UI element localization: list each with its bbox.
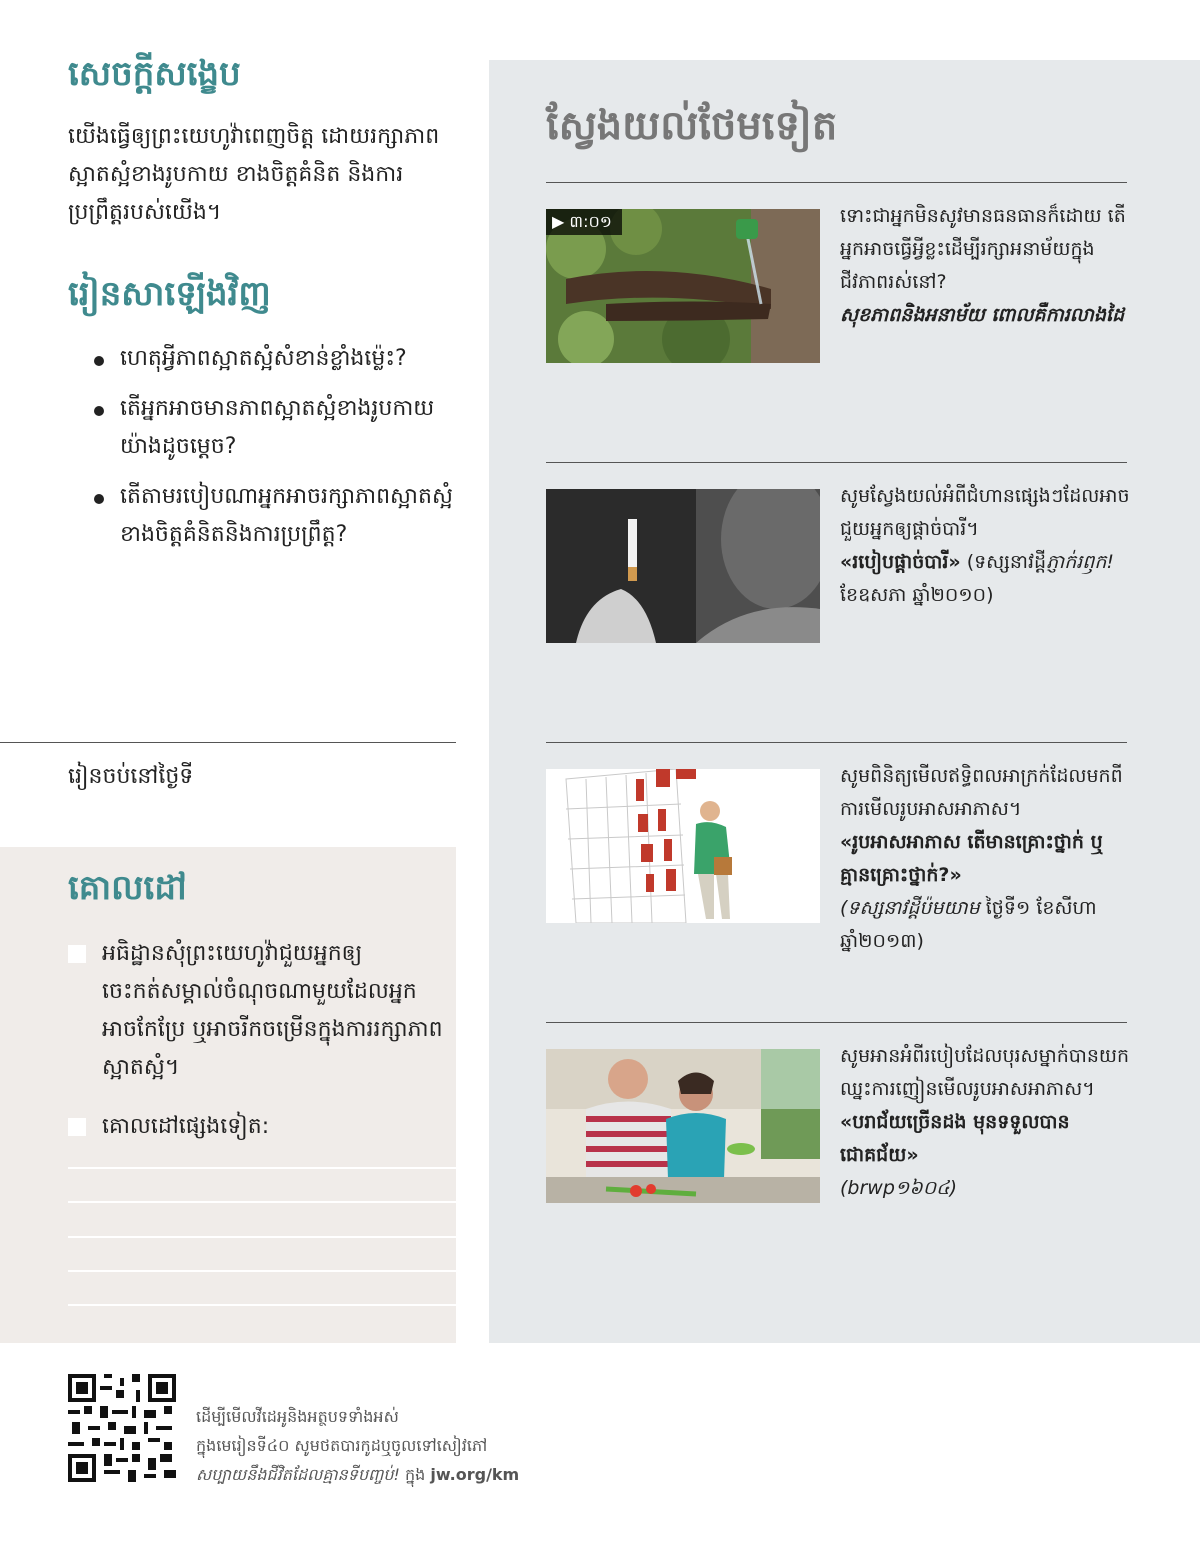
review-list bbox=[68, 340, 458, 566]
finish-date-label: រៀនចប់នៅថ្ងៃទី bbox=[68, 764, 194, 789]
write-in-line[interactable] bbox=[68, 1304, 456, 1306]
review-item: តើតាមរបៀបណាអ្នកអាចរក្សាភាពស្អាតស្អំខាងចិត្តគំនិតនិងការប្រព្រឹត្ត? bbox=[68, 478, 458, 554]
explore-item-citation: (brwp១៦០៤) bbox=[840, 1177, 958, 1199]
review-heading: រៀនសាឡើងវិញ bbox=[68, 274, 271, 314]
goal-item-text: គោលដៅផ្សេងទៀត: bbox=[102, 1114, 270, 1139]
review-item: ហេតុអ្វីភាពស្អាតស្អំសំខាន់ខ្លាំងម្ល៉េះ? bbox=[68, 340, 458, 378]
goal-item-text: អធិដ្ឋានសុំព្រះយេហូវ៉ាជួយអ្នកឲ្យចេះកត់សម្គាល់ចំណុចណាមួយដែលអ្នកអាចកែប្រែ ឬអាចរីកចម្រើនក្នុងការរក្សាភាពស្អាតស្អំ។ bbox=[102, 941, 443, 1080]
goal-box bbox=[0, 847, 456, 1343]
source-date: ខែឧសភា ឆ្នាំ២០១០) bbox=[840, 584, 994, 606]
hand-washing-video-thumbnail[interactable] bbox=[546, 209, 820, 363]
book-title: សប្បាយនឹងជីវិតដែលគ្មានទីបញ្ចប់! bbox=[196, 1465, 400, 1484]
video-duration-badge: ▶ ៣:០១ bbox=[546, 209, 622, 235]
explore-item-title[interactable]: សុខភាពនិងអនាម័យ ពោលគឺការលាងដៃ bbox=[840, 304, 1125, 326]
goal-checkbox[interactable] bbox=[68, 945, 86, 963]
source-publication: (ទស្សនាវដ្ដីប៉មយាម bbox=[840, 897, 980, 919]
explore-heading: ស្វែងយល់ថែមទៀត bbox=[546, 103, 838, 149]
explore-item-description: សូមពិនិត្យមើលឥទ្ធិពលអាក្រក់ដែលមកពីការមើលរូបអាសអាភាស។ bbox=[840, 765, 1123, 820]
explore-item-description: ទោះជាអ្នកមិនសូវមានធនធានក៏ដោយ តើអ្នកអាចធ្វើអ្វីខ្លះដើម្បីរក្សាអនាម័យក្នុងជីវភាពរស់នៅ? bbox=[840, 205, 1126, 293]
footer-line bbox=[196, 1460, 576, 1489]
explore-item-text bbox=[840, 200, 1130, 332]
write-in-line[interactable] bbox=[68, 1270, 456, 1272]
goal-checkbox[interactable] bbox=[68, 1118, 86, 1136]
write-in-line[interactable] bbox=[68, 1201, 456, 1203]
explore-item-title[interactable]: «រូបអាសអាភាស តើមានគ្រោះថ្នាក់ ឬគ្មានគ្រោះថ្នាក់?» bbox=[840, 831, 1103, 886]
explore-item-description: សូមអានអំពីរបៀបដែលបុរសម្នាក់បានយកឈ្នះការញៀនមើលរូបអាសអាភាស។ bbox=[840, 1045, 1130, 1100]
footer-line: ក្នុងមេរៀនទី៤០ សូមថតបារកូដឬចូលទៅសៀវភៅ bbox=[196, 1436, 488, 1455]
qr-code[interactable] bbox=[68, 1374, 176, 1482]
explore-item-text bbox=[840, 480, 1130, 612]
couple-cooking-thumbnail[interactable] bbox=[546, 1049, 820, 1203]
man-with-cigarette-thumbnail[interactable] bbox=[546, 489, 820, 643]
goal-item bbox=[68, 935, 462, 1087]
explore-item-title[interactable]: «របៀបផ្ដាច់បារី» bbox=[840, 551, 961, 573]
footer-url-link[interactable]: jw.org/km bbox=[430, 1465, 520, 1484]
footer-text bbox=[196, 1402, 576, 1489]
explore-item-citation bbox=[840, 892, 1130, 958]
goal-item bbox=[68, 1108, 462, 1146]
source-date: ថ្ងៃទី១ ខែសីហា ឆ្នាំ២០១៣) bbox=[840, 897, 1097, 952]
explore-item-description: សូមស្វែងយល់អំពីជំហានផ្សេងៗដែលអាចជួយអ្នកឲ្យផ្ដាច់បារី។ bbox=[840, 485, 1130, 540]
footer-line: ដើម្បីមើលវីដេអូនិងអត្ថបទទាំងអស់ bbox=[196, 1407, 399, 1426]
divider bbox=[0, 742, 456, 743]
write-in-line[interactable] bbox=[68, 1236, 456, 1238]
write-in-line[interactable] bbox=[68, 1167, 456, 1169]
source-prefix: (ទស្សនាវដ្ដី bbox=[960, 551, 1047, 573]
review-item: តើអ្នកអាចមានភាពស្អាតស្អំខាងរូបកាយយ៉ាងដូចម្ដេច? bbox=[68, 390, 458, 466]
explore-item-text bbox=[840, 1040, 1130, 1205]
divider bbox=[546, 462, 1127, 463]
summary-text: យើងធ្វើឲ្យព្រះយេហូវ៉ាពេញចិត្ត ដោយរក្សាភាពស្អាតស្អំខាងរូបកាយ ខាងចិត្តគំនិត និងការប្រព្រឹត្តរបស់យើង។ bbox=[68, 124, 440, 225]
source-publication: ភ្ញាក់រឭក! bbox=[1046, 551, 1115, 573]
explore-item-text bbox=[840, 760, 1130, 958]
explore-item-title[interactable]: «បរាជ័យច្រើនដង មុនទទួលបានជោគជ័យ» bbox=[840, 1111, 1070, 1166]
divider bbox=[546, 182, 1127, 183]
man-at-bookshelf-thumbnail[interactable] bbox=[546, 769, 820, 923]
divider bbox=[546, 1022, 1127, 1023]
goal-heading: គោលដៅ bbox=[68, 868, 187, 908]
footer-connector: ក្នុង bbox=[399, 1465, 431, 1484]
summary-heading: សេចក្ដីសង្ខេប bbox=[68, 54, 241, 94]
divider bbox=[546, 742, 1127, 743]
explore-item-citation bbox=[840, 546, 1130, 612]
